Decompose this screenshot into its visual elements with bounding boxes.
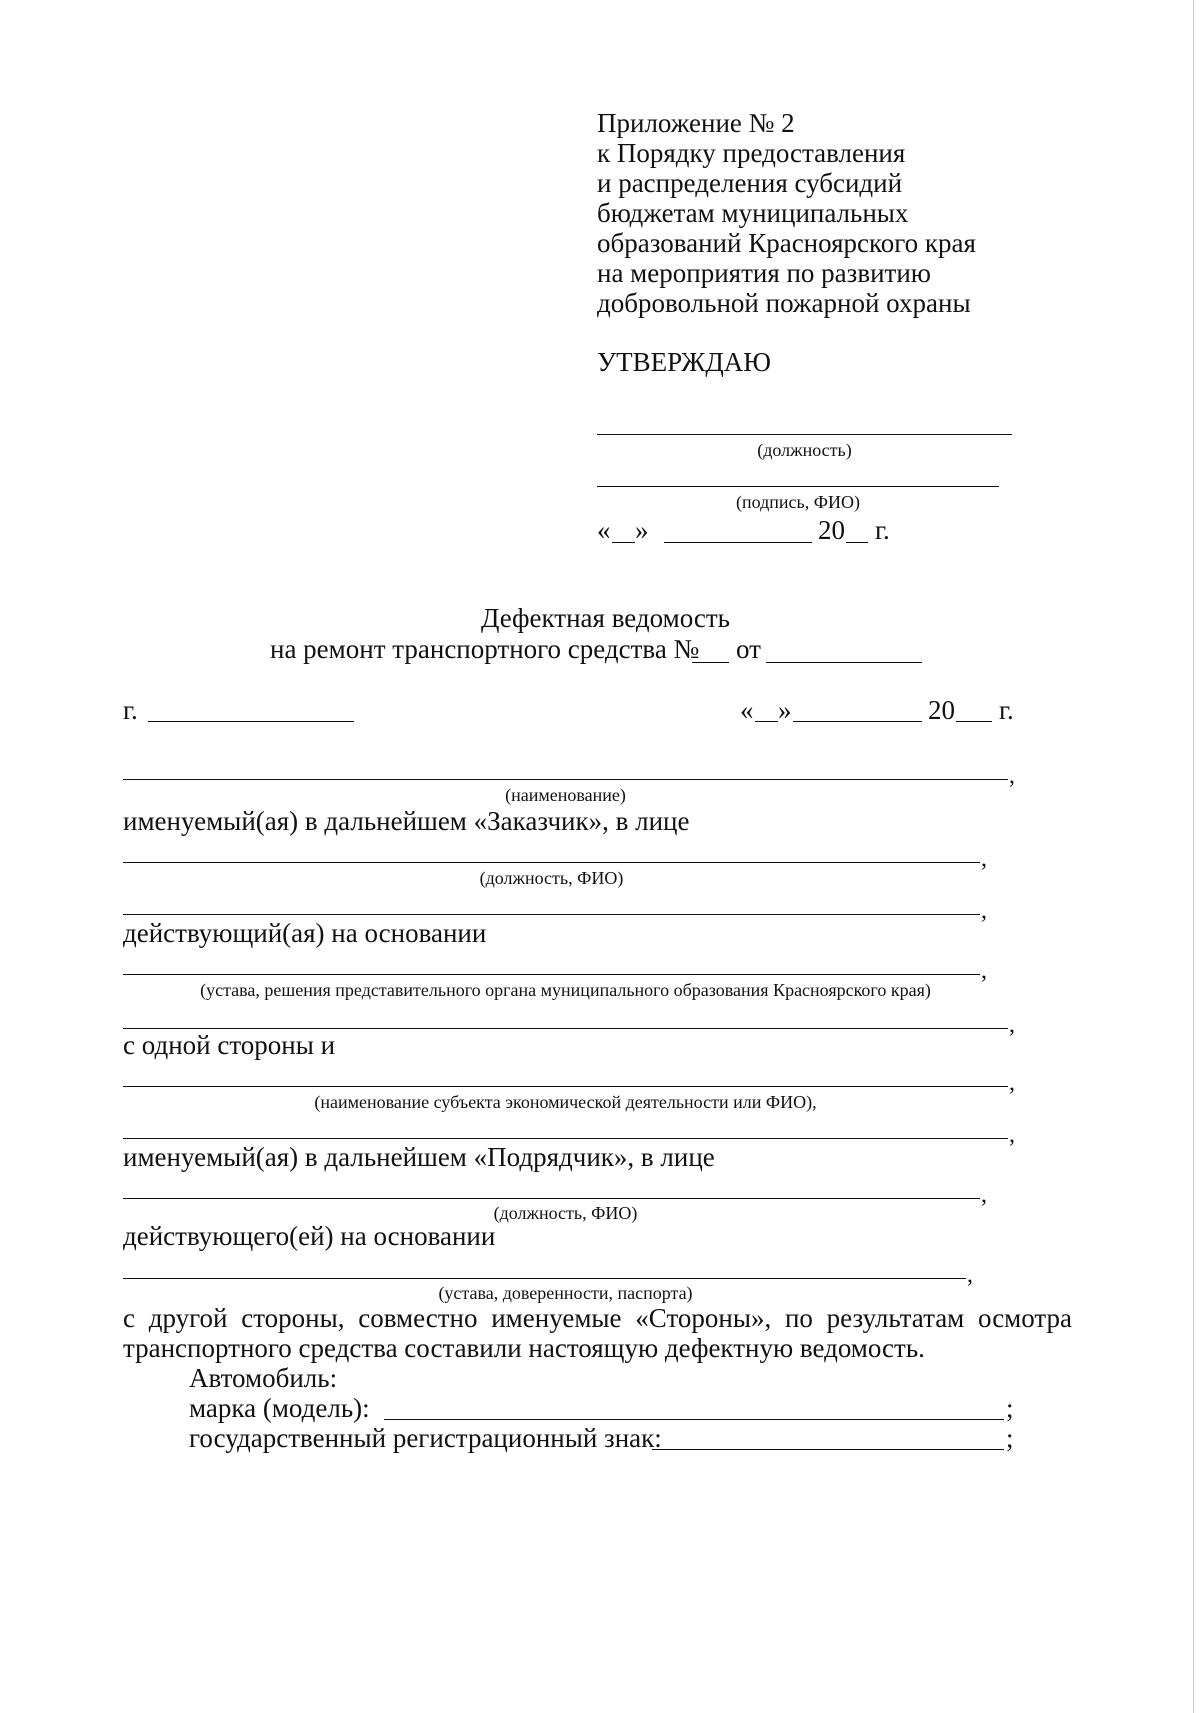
document-title: Дефектная ведомость [481, 603, 730, 633]
plate-line [652, 1449, 1004, 1450]
approval-year-line [846, 542, 868, 543]
signature-caption: (подпись, ФИО) [736, 492, 860, 512]
comma: , [1009, 1070, 1015, 1096]
from-date-line [766, 662, 922, 663]
comma: , [967, 1262, 973, 1288]
contractor-name-line [123, 1086, 1008, 1087]
one-side-text: с одной стороны и [123, 1030, 336, 1060]
comma: , [981, 1182, 987, 1208]
plate-semicolon: ; [1006, 1423, 1014, 1453]
contractor-acting-text: действующего(ей) на основании [123, 1221, 496, 1251]
date-year-suffix: г. [999, 695, 1014, 725]
appendix-line: добровольной пожарной охраны [597, 288, 971, 318]
appendix-line: и распределения субсидий [597, 168, 903, 198]
document-subtitle: на ремонт транспортного средства № [270, 634, 700, 664]
body-text-line: транспортного средства составили настоящую дефектную ведомость. [123, 1333, 925, 1363]
date-year-line [956, 721, 992, 722]
approval-day-line [612, 542, 635, 543]
customer-person-line [123, 862, 980, 863]
comma: , [1009, 1122, 1015, 1148]
customer-basis-line [123, 974, 980, 975]
date-month-line [793, 721, 922, 722]
contractor-person-caption: (должность, ФИО) [493, 1203, 638, 1223]
contractor-called-text: именуемый(ая) в дальнейшем «Подрядчик», в лице [123, 1142, 715, 1172]
customer-basis-caption: (устава, решения представительного органа муниципального образования Красноярского края) [200, 980, 931, 1000]
position-line [597, 434, 1012, 435]
comma: , [981, 846, 987, 872]
city-prefix: г. [123, 695, 138, 725]
contractor-name-line-2 [123, 1138, 1008, 1139]
city-line [148, 721, 354, 722]
comma: , [981, 898, 987, 924]
number-line [692, 662, 729, 663]
brand-label: марка (модель): [189, 1393, 370, 1423]
customer-person-caption: (должность, ФИО) [479, 868, 624, 888]
contractor-name-caption: (наименование субъекта экономической деятельности или ФИО), [314, 1092, 817, 1112]
appendix-line: бюджетам муниципальных [597, 198, 909, 228]
document-subtitle-from: от [736, 634, 761, 664]
approval-year-suffix: г. [875, 515, 890, 545]
appendix-line: к Порядку предоставления [597, 138, 906, 168]
date-quote-close: » [778, 695, 792, 725]
position-caption: (должность) [757, 440, 852, 460]
contractor-person-line [123, 1198, 980, 1199]
brand-semicolon: ; [1006, 1393, 1014, 1423]
contractor-basis-line [123, 1278, 966, 1279]
appendix-line: Приложение № 2 [597, 108, 795, 138]
customer-person-line-2 [123, 914, 980, 915]
vehicle-heading: Автомобиль: [189, 1363, 338, 1393]
comma: , [1009, 1012, 1015, 1038]
appendix-line: образований Красноярского края [597, 228, 976, 258]
date-day-line [755, 721, 778, 722]
approval-title: УТВЕРЖДАЮ [597, 347, 772, 377]
plate-label: государственный регистрационный знак: [189, 1423, 662, 1453]
customer-acting-text: действующий(ая) на основании [123, 918, 487, 948]
signature-line [597, 486, 999, 487]
customer-name-line [123, 779, 1008, 780]
comma: , [981, 958, 987, 984]
customer-name-caption: (наименование) [505, 785, 626, 805]
customer-called-text: именуемый(ая) в дальнейшем «Заказчик», в лице [123, 806, 690, 836]
date-year: 20 [928, 695, 955, 725]
brand-line [384, 1419, 1004, 1420]
date-quote-open: « [740, 695, 754, 725]
page-edge [1193, 0, 1194, 1713]
appendix-line: на мероприятия по развитию [597, 258, 931, 288]
contractor-basis-caption: (устава, доверенности, паспорта) [438, 1283, 693, 1303]
approval-quote-close: » [635, 515, 649, 545]
approval-month-line [664, 542, 812, 543]
body-text-line: с другой стороны, совместно именуемые «Стороны», по результатам осмотра [123, 1303, 1073, 1333]
approval-year: 20 [818, 515, 845, 545]
approval-quote-open: « [597, 515, 611, 545]
comma: , [1009, 763, 1015, 789]
